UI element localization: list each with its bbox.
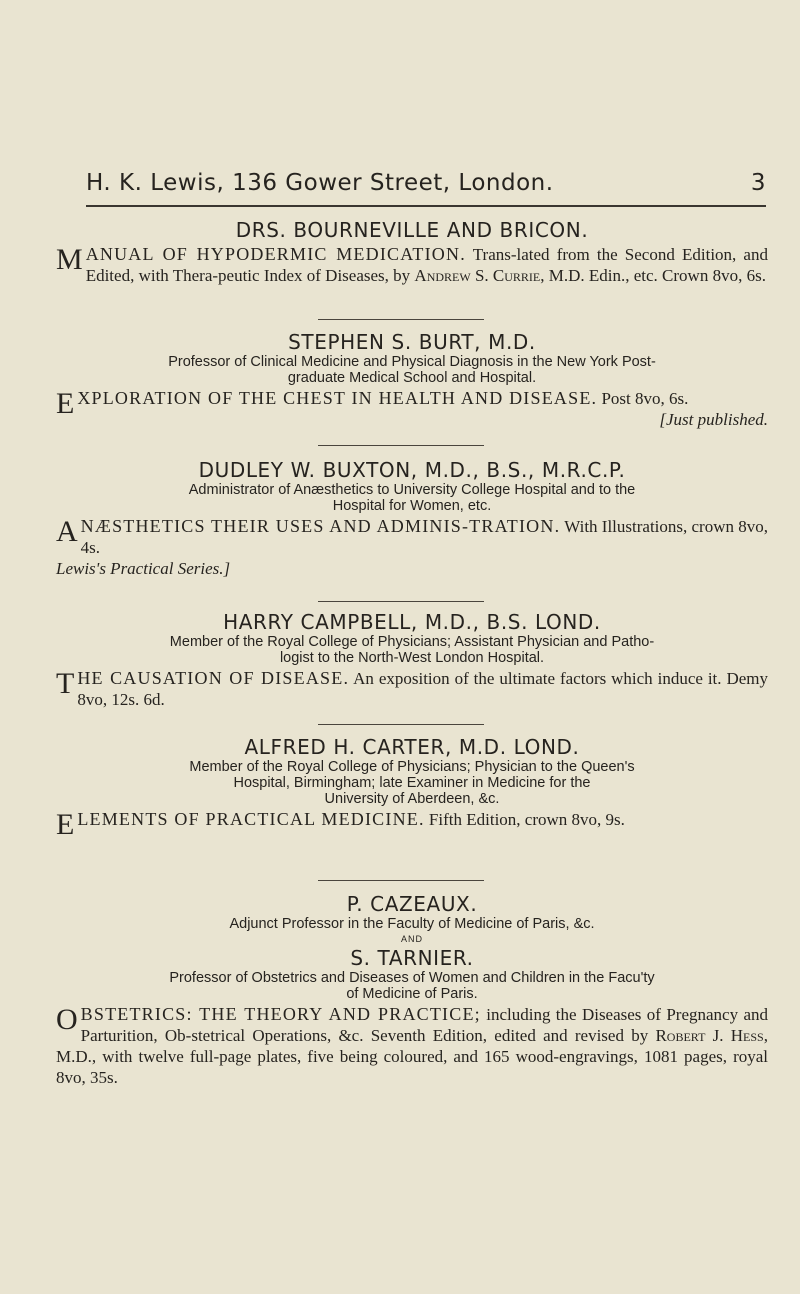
catalogue-entry — [56, 330, 768, 430]
author-credentials: Administrator of Anæsthetics to University College Hospital and to the — [188, 482, 636, 498]
author-credentials: logist to the North-West London Hospital. — [279, 650, 545, 666]
book-details: Post 8vo, 6s. — [597, 389, 689, 408]
author-name: STEPHEN S. BURT, M.D. — [288, 330, 536, 354]
author-credentials: of Medicine of Paris. — [346, 986, 478, 1002]
divider — [318, 319, 484, 320]
divider — [318, 724, 484, 725]
series-name: Lewis's Practical Series.] — [56, 559, 231, 578]
divider — [318, 601, 484, 602]
book-title: BSTETRICS: THE THEORY AND PRACTICE; — [80, 1004, 481, 1024]
title-initial: M — [56, 243, 83, 276]
catalogue-entry — [56, 892, 768, 1088]
author-credentials: Professor of Obstetrics and Diseases of Women and Children in the Facu'ty — [169, 970, 655, 986]
book-entry — [56, 387, 768, 429]
author-name: DRS. BOURNEVILLE AND BRICON. — [235, 218, 589, 242]
book-title: NÆSTHETICS THEIR USES AND ADMINIS-TRATION. — [80, 516, 561, 536]
book-description: Trans-lated from the Second Edition, and Edited, with Thera-peutic Index of Diseases, by — [85, 245, 768, 285]
author-credentials: Professor of Clinical Medicine and Physical Diagnosis in the New York Post- — [168, 354, 656, 370]
author-credentials: Member of the Royal College of Physicians; Assistant Physician and Patho- — [169, 634, 655, 650]
title-initial: O — [56, 1003, 78, 1036]
conjunction: AND — [400, 934, 423, 944]
catalogue-entry — [56, 735, 768, 841]
page-number: 3 — [750, 170, 766, 196]
book-entry — [56, 808, 768, 841]
divider — [318, 880, 484, 881]
book-entry — [56, 244, 768, 286]
book-title: ANUAL OF HYPODERMIC MEDICATION. — [85, 244, 466, 264]
book-details: , M.D. Edin., etc. Crown 8vo, 6s. — [540, 266, 766, 285]
book-title: HE CAUSATION OF DISEASE. — [77, 668, 350, 688]
publisher-address: H. K. Lewis, 136 Gower Street, London. — [86, 170, 554, 196]
catalogue-entry — [56, 218, 768, 286]
title-initial: E — [56, 387, 75, 420]
author-name: P. CAZEAUX. — [346, 892, 478, 916]
title-initial: E — [56, 808, 75, 841]
book-description: including the Diseases of Pregnancy and Parturition, Ob-stetrical Operations, &c. Seventh Edition, edited and revised by — [80, 1005, 768, 1045]
publication-note: [Just published. — [659, 410, 768, 429]
author-name: ALFRED H. CARTER, M.D. LOND. — [244, 735, 580, 759]
author-credentials: Hospital, Birmingham; late Examiner in Medicine for the — [233, 775, 591, 791]
catalogue-entry — [56, 610, 768, 710]
book-entry — [56, 516, 768, 558]
author-credentials: Hospital for Women, etc. — [332, 498, 492, 514]
book-details: Fifth Edition, crown 8vo, 9s. — [424, 810, 625, 829]
book-details: With Illustrations, crown 8vo, 4s. — [80, 517, 768, 557]
book-entry — [56, 668, 768, 710]
title-initial: T — [56, 667, 75, 700]
title-initial: A — [56, 515, 78, 548]
book-entry — [56, 1004, 768, 1088]
divider — [318, 445, 484, 446]
author-credentials: Member of the Royal College of Physicians; Physician to the Queen's — [189, 759, 635, 775]
catalogue-entry — [56, 458, 768, 579]
editor-name: Andrew S. Currie — [414, 266, 541, 285]
author-name: S. TARNIER. — [350, 946, 474, 970]
editor-name: Robert J. Hess — [655, 1026, 764, 1045]
running-header — [86, 170, 766, 196]
book-title: LEMENTS OF PRACTICAL MEDICINE. — [77, 809, 425, 829]
author-credentials: Adjunct Professor in the Faculty of Medicine of Paris, &c. — [229, 916, 595, 932]
author-name: HARRY CAMPBELL, M.D., B.S. LOND. — [223, 610, 601, 634]
book-details: , M.D., with twelve full-page plates, five being coloured, and 165 wood-engravings, 1081 pages, royal 8vo, 35s. — [56, 1026, 768, 1087]
book-details: An exposition of the ultimate factors which induce it. Demy 8vo, 12s. 6d. — [77, 669, 768, 709]
book-title: XPLORATION OF THE CHEST IN HEALTH AND DISEASE. — [77, 388, 598, 408]
header-rule — [86, 205, 766, 207]
author-credentials: graduate Medical School and Hospital. — [287, 370, 537, 386]
author-credentials: University of Aberdeen, &c. — [324, 791, 500, 807]
author-name: DUDLEY W. BUXTON, M.D., B.S., M.R.C.P. — [198, 458, 626, 482]
